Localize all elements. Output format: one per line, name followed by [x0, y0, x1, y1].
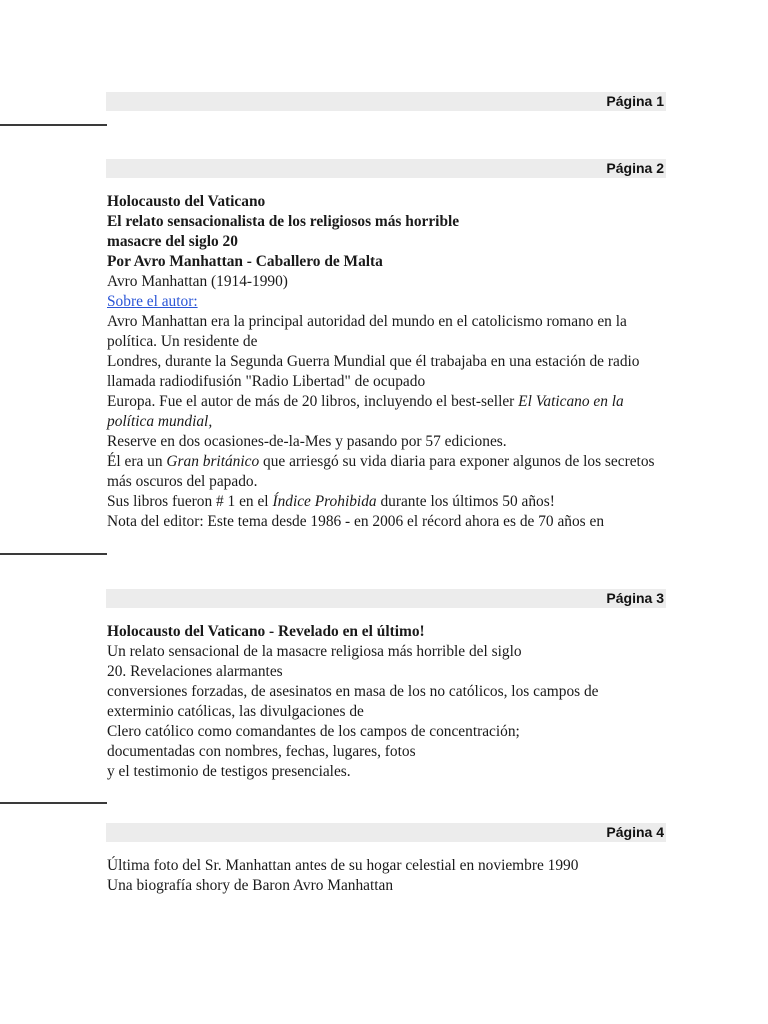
page-3-line-2: 20. Revelaciones alarmantes — [107, 663, 283, 680]
book-title-italic: El Vaticano en la política mundial, — [107, 393, 624, 430]
bio-line-1: Avro Manhattan era la principal autoridad del mundo en el catolicismo romano en la política. Un residente de — [107, 313, 627, 350]
bio-line-5 — [107, 452, 667, 492]
document-byline: Por Avro Manhattan - Caballero de Malta — [107, 253, 383, 270]
bio-line-6-italic: Índice Prohibida — [272, 493, 377, 510]
page-divider-1 — [0, 124, 107, 126]
editor-note: Nota del editor: Este tema desde 1986 - en 2006 el récord ahora es de 70 años en — [107, 513, 605, 530]
document-subtitle-line-1: El relato sensacionalista de los religiosos más horrible — [107, 213, 460, 230]
page-4-header — [106, 823, 666, 842]
bio-line-5-pre: Él era un — [107, 453, 167, 470]
page-3-header — [106, 589, 666, 608]
page-2-label: Página 2 — [606, 160, 664, 176]
document-title: Holocausto del Vaticano — [107, 193, 266, 210]
bio-line-3-text: Europa. Fue el autor de más de 20 libros, incluyendo el best-seller — [107, 393, 519, 410]
page-1-header — [106, 92, 666, 111]
page-3-line-1: Un relato sensacional de la masacre religiosa más horrible del siglo — [107, 643, 522, 660]
page-3-line-5: documentadas con nombres, fechas, lugares, fotos — [107, 743, 416, 760]
bio-line-4: Reserve en dos ocasiones-de-la-Mes y pasando por 57 ediciones. — [107, 433, 507, 450]
page-3-label: Página 3 — [606, 590, 664, 606]
document-subtitle-line-2: masacre del siglo 20 — [107, 233, 238, 250]
bio-line-5-italic: Gran británico — [166, 453, 260, 470]
bio-line-6-post: durante los últimos 50 años! — [376, 493, 555, 510]
author-years: Avro Manhattan (1914-1990) — [107, 273, 288, 290]
page-4-line-2: Una biografía shory de Baron Avro Manhattan — [107, 877, 394, 894]
page-2-header — [106, 159, 666, 178]
bio-line-6 — [107, 492, 667, 512]
page-2-content — [107, 192, 667, 532]
page-4-label: Página 4 — [606, 824, 664, 840]
page-3-line-4: Clero católico como comandantes de los campos de concentración; — [107, 723, 520, 740]
bio-line-6-pre: Sus libros fueron # 1 en el — [107, 493, 273, 510]
page-3-content — [107, 622, 667, 782]
page-3-line-3: conversiones forzadas, de asesinatos en masa de los no católicos, los campos de exterminio católicas, las divulgaciones de — [107, 683, 599, 720]
page-divider-3 — [0, 802, 107, 804]
page-3-title: Holocausto del Vaticano - Revelado en el último! — [107, 623, 425, 640]
bio-line-2: Londres, durante la Segunda Guerra Mundial que él trabajaba en una estación de radio llamada radiodifusión "Radio Libertad" de ocupado — [107, 353, 640, 390]
bio-line-3 — [107, 392, 667, 432]
page-3-line-6: y el testimonio de testigos presenciales. — [107, 763, 351, 780]
page-4-content — [107, 856, 667, 896]
about-author-link[interactable]: Sobre el autor: — [107, 293, 198, 310]
page-4-line-1: Última foto del Sr. Manhattan antes de su hogar celestial en noviembre 1990 — [107, 857, 579, 874]
page-1-label: Página 1 — [606, 93, 664, 109]
page-divider-2 — [0, 553, 107, 555]
bio-line-5-post: que arriesgó su vida diaria para exponer algunos de los secretos más oscuros del papado. — [107, 453, 655, 490]
